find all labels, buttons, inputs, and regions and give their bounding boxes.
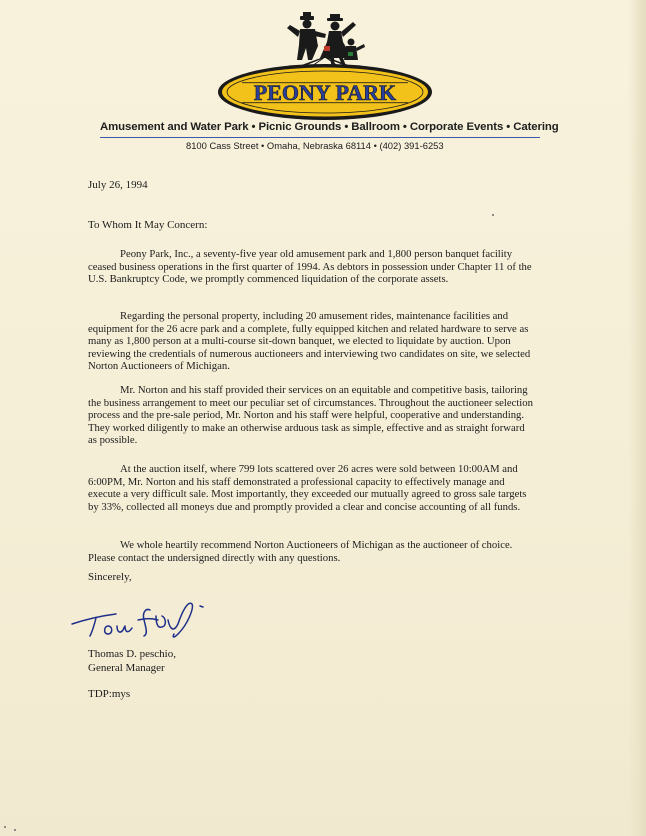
paper-edge — [628, 0, 646, 836]
reference-initials: TDP:mys — [88, 688, 131, 700]
closing: Sincerely, — [88, 571, 132, 583]
signer-name: Thomas D. peschio, — [88, 648, 176, 660]
dress-accent-red — [324, 46, 330, 51]
signer-title: General Manager — [88, 662, 165, 674]
body-paragraph-3: Mr. Norton and his staff provided their services on an equitable and competitive basis, tailoring the business arrangement to meet our peculiar set of circumstances. Throughout the auctioneer selection process and the pre-sale period, Mr. Norton and his staff were helpful, cooperative and understanding. They worked diligently to make an otherwise arduous task as simple, effective and as straight forward as possible. — [88, 384, 533, 447]
dress-accent-green — [348, 52, 353, 56]
paper-speck — [492, 214, 494, 216]
handwritten-signature — [70, 590, 220, 646]
logo-wordmark: PEONY PARK — [253, 80, 397, 105]
letterhead-address: 8100 Cass Street • Omaha, Nebraska 68114 • (402) 391-6253 — [186, 140, 444, 151]
letterhead-rule — [100, 137, 540, 138]
paper-speck — [14, 829, 16, 831]
salutation: To Whom It May Concern: — [88, 219, 208, 231]
dancers-illustration — [287, 12, 365, 68]
peony-park-logo — [214, 12, 436, 124]
body-paragraph-5: We whole heartily recommend Norton Auctioneers of Michigan as the auctioneer of choice. Please contact the undersigned directly with any questions. — [88, 539, 513, 564]
body-paragraph-4: At the auction itself, where 799 lots scattered over 26 acres were sold between 10:00AM and 6:00PM, Mr. Norton and his staff demonstrated a professional capacity to effectively manage and execute a very difficult sale. Most importantly, they exceeded our mutually agreed to gross sale targets by 33%, collected all moneys due and promptly provided a clear and concise accounting of all funds. — [88, 463, 527, 513]
body-paragraph-2: Regarding the personal property, including 20 amusement rides, maintenance facilities and equipment for the 26 acre park and a complete, fully equipped kitchen and related hardware to serve as many as 1,800 person at a multi-course sit-down banquet, we elected to liquidate by auction. Upon reviewing the credentials of numerous auctioneers and interviewing two candidates on site, we selected Norton Auctioneers of Michigan. — [88, 310, 531, 373]
letterhead-tagline: Amusement and Water Park • Picnic Grounds • Ballroom • Corporate Events • Catering — [100, 121, 559, 133]
paper-speck — [4, 826, 6, 828]
body-paragraph-1: Peony Park, Inc., a seventy-five year old amusement park and 1,800 person banquet facility ceased business operations in the first quarter of 1994. As debtors in possession under Chapter 11 of the U.S. Bankruptcy Code, we promptly commenced liquidation of the corporate assets. — [88, 248, 532, 286]
letter-date: July 26, 1994 — [88, 179, 148, 191]
